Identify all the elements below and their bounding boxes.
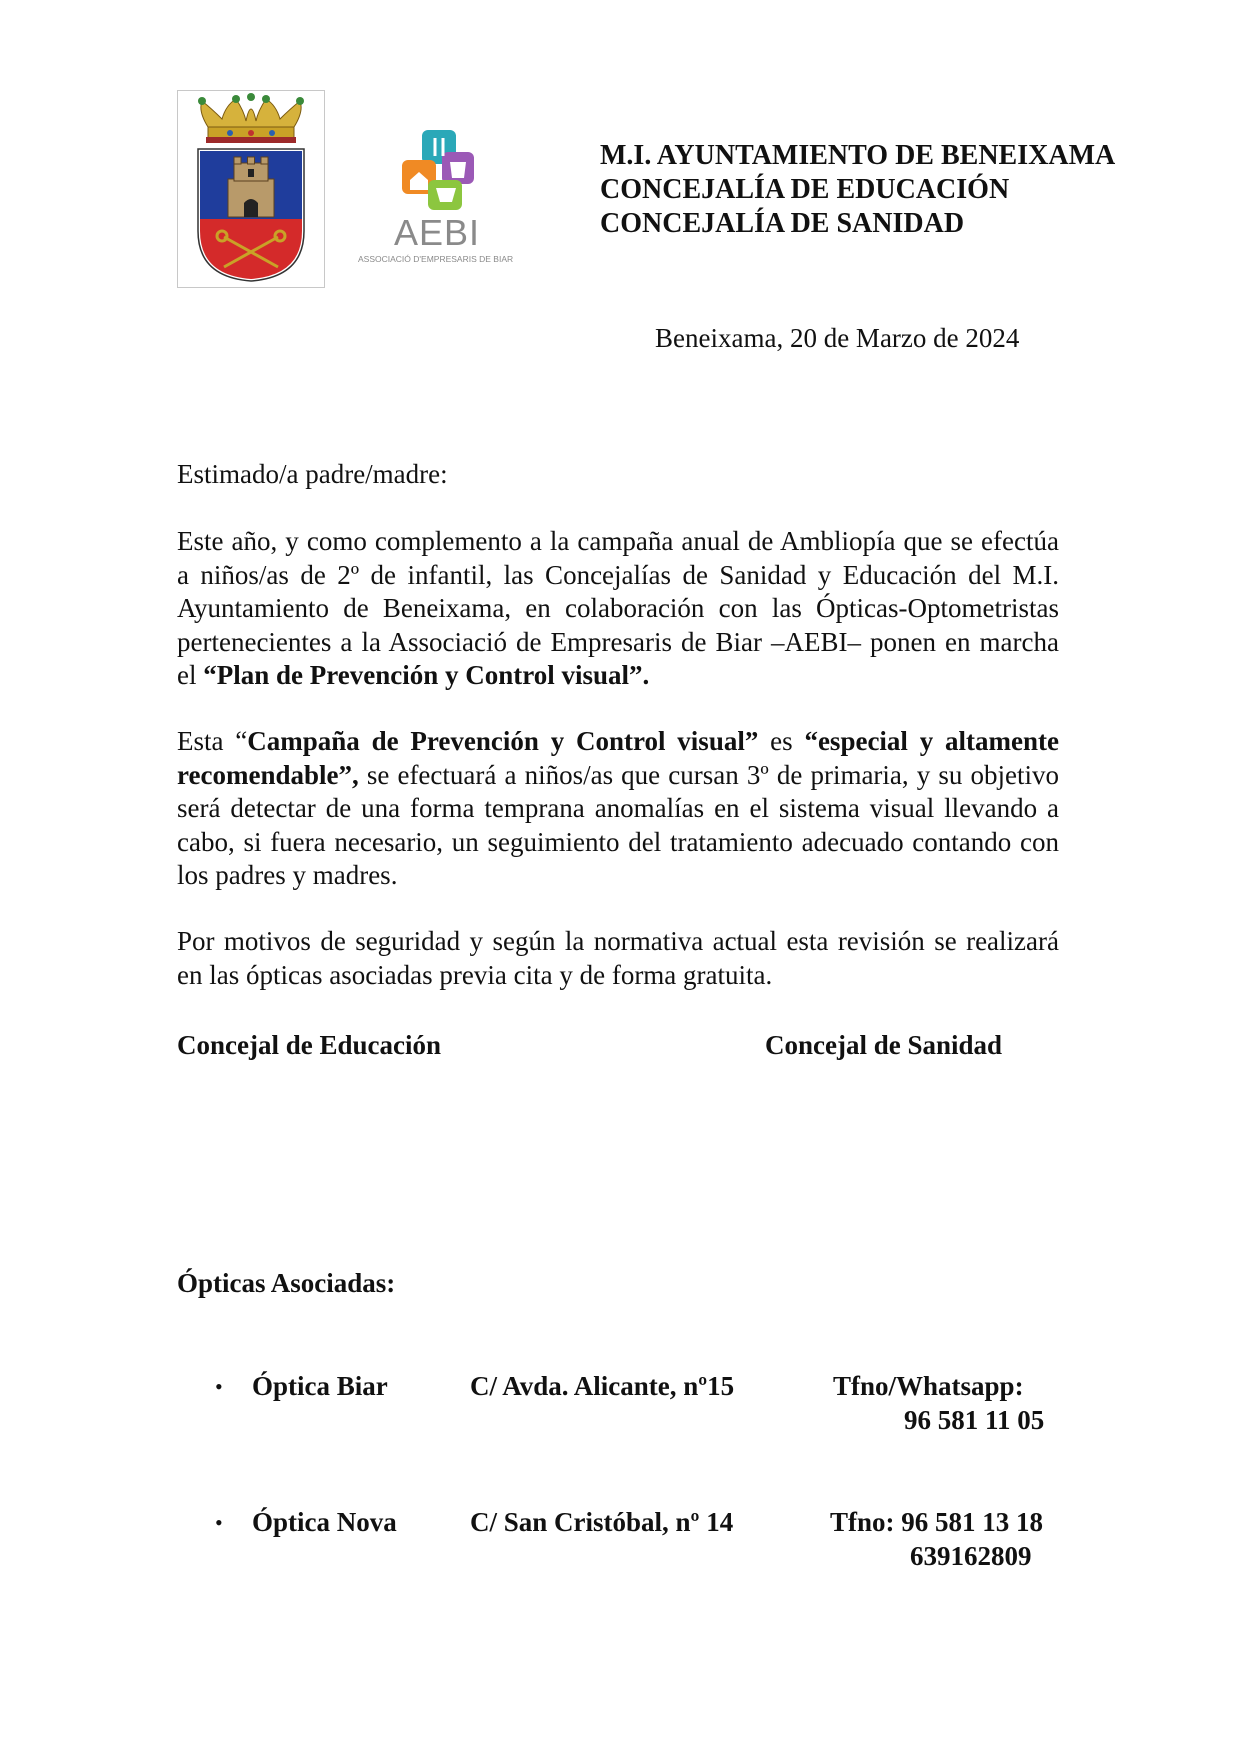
campaign-text-1: Esta “ bbox=[177, 726, 248, 756]
campaign-recommendation: “especial y altamente recomendable”, bbox=[177, 726, 1059, 790]
paragraph-introduction-text: Este año, y como complemento a la campaña anual de Ambliopía que se efectúa a niños/as de 2º de infantil, las Concejalías de Sanidad y Educación del M.I. Ayuntamiento de Beneixama, en colaboración con las Ópticas-Optometristas pertenecientes a la Associació de Empresaris de Biar –AEBI– ponen en marcha el bbox=[177, 526, 1059, 690]
bullet-icon: • bbox=[215, 1374, 223, 1399]
org-line-ayuntamiento: M.I. AYUNTAMIENTO DE BENEIXAMA bbox=[600, 140, 1116, 171]
optica-address: C/ Avda. Alicante, nº15 bbox=[470, 1371, 735, 1401]
crown-icon bbox=[198, 93, 304, 143]
optica-phone: 96 581 11 05 bbox=[904, 1405, 1045, 1435]
paragraph-introduction bbox=[177, 525, 1059, 693]
bullet-icon: • bbox=[215, 1510, 223, 1535]
optica-address: C/ San Cristóbal, nº 14 bbox=[470, 1507, 734, 1537]
campaign-name: Campaña de Prevención y Control visual” bbox=[247, 726, 759, 756]
opticas-title: Ópticas Asociadas: bbox=[177, 1268, 396, 1298]
aebi-logo bbox=[352, 128, 542, 268]
campaign-text-2: es bbox=[758, 726, 805, 756]
campaign-text-3: se efectuará a niños/as que cursan 3º de primaria, y su objetivo será detectar de una forma temprana anomalías en el sistema visual llevando a cabo, si fuera necesario, un seguimiento del tratamiento adecuado contando con los padres y madres. bbox=[177, 759, 1059, 890]
signature-sanidad: Concejal de Sanidad bbox=[765, 1030, 1003, 1060]
signature-educacion: Concejal de Educación bbox=[177, 1030, 442, 1060]
optica-name: Óptica Biar bbox=[252, 1371, 388, 1401]
paragraph-safety: Por motivos de seguridad y según la normativa actual esta revisión se realizará en las ópticas asociadas previa cita y de forma gratuita. bbox=[177, 926, 1059, 990]
organisation-heading bbox=[600, 139, 1115, 241]
org-line-educacion: CONCEJALÍA DE EDUCACIÓN bbox=[600, 174, 1010, 205]
org-line-sanidad: CONCEJALÍA DE SANIDAD bbox=[600, 208, 965, 239]
coat-of-arms-frame bbox=[177, 90, 325, 288]
aebi-shopping-icons-icon bbox=[352, 128, 542, 218]
optica-phone-label: Tfno/Whatsapp: bbox=[833, 1371, 1024, 1401]
letter-greeting: Estimado/a padre/madre: bbox=[177, 459, 448, 489]
castle-tower-icon bbox=[228, 157, 274, 217]
optica-phone: 639162809 bbox=[910, 1541, 1032, 1571]
letter-date: Beneixama, 20 de Marzo de 2024 bbox=[655, 323, 1020, 353]
optica-phone-label: Tfno: 96 581 13 18 bbox=[830, 1507, 1044, 1537]
aebi-logo-tagline: ASSOCIACIÓ D'EMPRESARIS DE BIAR bbox=[358, 254, 514, 264]
plan-name: “Plan de Prevención y Control visual”. bbox=[203, 660, 650, 690]
optica-name: Óptica Nova bbox=[252, 1507, 397, 1537]
beneixama-coat-of-arms-icon bbox=[178, 91, 324, 287]
paragraph-campaign bbox=[177, 725, 1059, 893]
aebi-logo-text: AEBI bbox=[394, 212, 481, 253]
